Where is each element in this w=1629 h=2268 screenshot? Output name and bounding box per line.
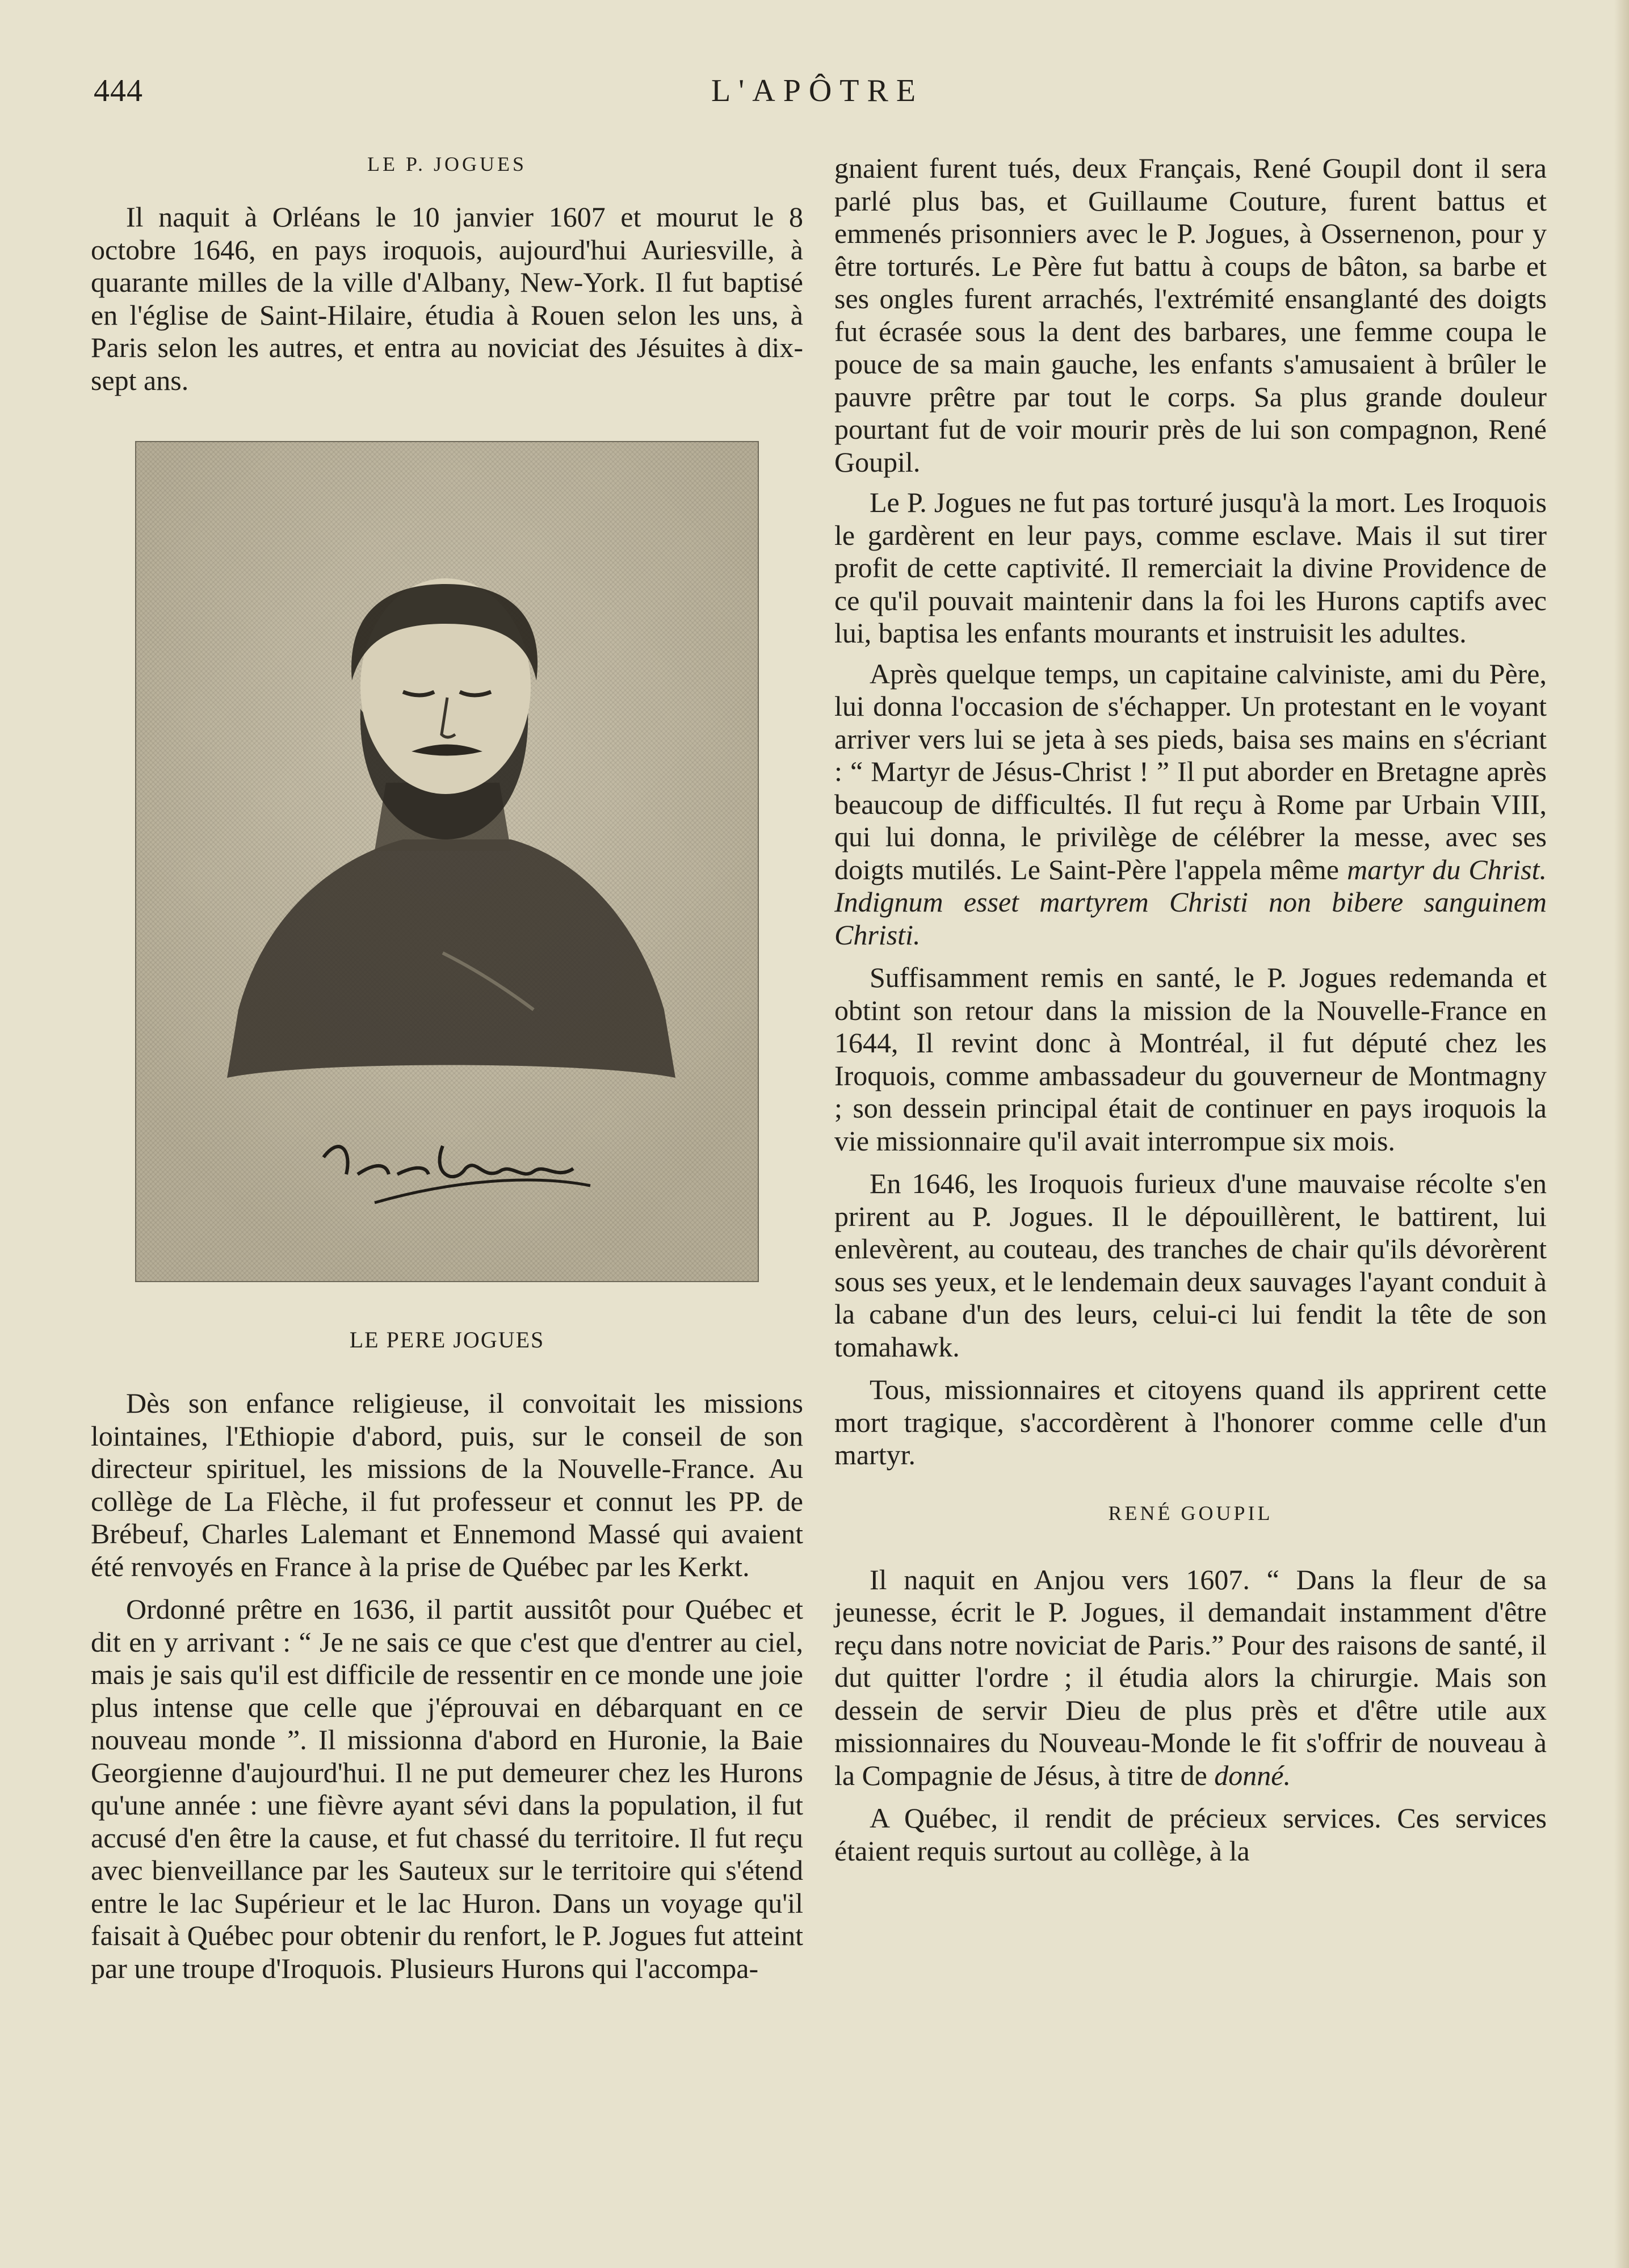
page-number: 444 <box>94 73 143 108</box>
left-column <box>91 152 803 1993</box>
portrait-engraving <box>135 441 759 1282</box>
running-title: L'APÔTRE <box>711 73 924 108</box>
paragraph: Il naquit à Orléans le 10 janvier 1607 et mourut le 8 octobre 1646, en pays iroquois, aujourd'hui Auriesville, à quarante milles de la ville d'Albany, New-York. Il fut baptisé en l'église de Saint-Hilaire, étudia à Rouen selon les uns, à Paris selon les autres, et entra au noviciat des Jésuites à dix-sept ans. <box>91 201 803 396</box>
paragraph <box>834 1564 1547 1792</box>
italic-term: donné. <box>1214 1759 1291 1791</box>
paragraph: Dès son enfance religieuse, il convoitait les missions lointaines, l'Ethiopie d'abord, puis, sur le conseil de son directeur spirituel, les missions de la Nouvelle-France. Au collège de La Flèche, il fut professeur et connut les PP. de Brébeuf, Charles Lalemant et Ennemond Massé qui avaient été renvoyés en France à la prise de Québec par les Kerkt. <box>91 1387 803 1582</box>
paragraph: Le P. Jogues ne fut pas torturé jusqu'à la mort. Les Iroquois le gardèrent en leur pays, comme esclave. Mais il sut tirer profit de cette captivité. Il remerciait la divine Providence de ce qu'il pouvait maintenir dans la foi les Hurons captifs avec lui, baptisa les enfants mourants et instruisit les adultes. <box>834 486 1547 649</box>
latin-quote: martyr du Christ. Indignum esset martyrem Christi non bibere sanguinem Christi. <box>834 853 1547 951</box>
paragraph: gnaient furent tués, deux Français, René Goupil dont il sera parlé plus bas, et Guillaume Couture, furent battus et emmenés prisonniers avec le P. Jogues, à Ossernenon, pour y être torturés. Le Père fut battu à coups de bâton, sa barbe et ses ongles furent arrachés, l'extrémité ensanglanté des doigts fut écrasée sous la dent des barbares, une femme coupa le pouce de sa main gauche, les enfants s'amusaient à brûler le pauvre prêtre par tout le corps. Sa plus grande douleur pourtant fut de voir mourir près de lui son compagnon, René Goupil. <box>834 152 1547 478</box>
portrait-caption: LE PERE JOGUES <box>349 1327 545 1353</box>
section-heading-jogues: LE P. JOGUES <box>367 153 527 175</box>
paragraph-text: Il naquit en Anjou vers 1607. “ Dans la fleur de sa jeunesse, écrit le P. Jogues, il demandait instamment d'être reçu dans notre noviciat de Paris.” Pour des raisons de santé, il dut quitter l'ordre ; il étudia alors la chirurgie. Mais son dessein de servir Dieu de plus près et d'être utile aux missionnaires du Nouveau-Monde le fit s'offrir de nouveau à la Compagnie de Jésus, à titre de <box>834 1563 1547 1791</box>
paragraph <box>834 658 1547 952</box>
section-heading-goupil: RENÉ GOUPIL <box>1108 1501 1273 1524</box>
paragraph: A Québec, il rendit de précieux services. Ces services étaient requis surtout au collège, à la <box>834 1802 1547 1867</box>
right-column <box>834 152 1547 1875</box>
portrait-drawing <box>136 442 758 1281</box>
page-edge <box>1614 0 1629 2268</box>
paragraph: Tous, missionnaires et citoyens quand ils apprirent cette mort tragique, s'accordèrent à l'honorer comme celle d'un martyr. <box>834 1374 1547 1471</box>
paragraph: Ordonné prêtre en 1636, il partit aussitôt pour Québec et dit en y arrivant : “ Je ne sais ce que c'est que d'entrer au ciel, mais je sais qu'il est difficile de ressentir en ce monde une joie plus intense que celle que j'éprouvai en débarquant en ce nouveau monde ”. Il missionna d'abord en Huronie, la Baie Georgienne d'aujourd'hui. Il ne put demeurer chez les Hurons qu'une année : une fièvre ayant sévi dans la population, il fut accusé d'en être la cause, et fut chassé du territoire. Il fut reçu avec bienveillance par les Sauteux sur le territoire qui s'étend entre le lac Supérieur et le lac Huron. Dans un voyage qu'il faisait à Québec pour obtenir du renfort, le P. Jogues fut atteint par une troupe d'Iroquois. Plusieurs Hurons qui l'accompa- <box>91 1593 803 1984</box>
paragraph-text: Après quelque temps, un capitaine calviniste, ami du Père, lui donna l'occasion de s'échapper. Un protestant en le voyant arriver vers lui se jeta à ses pieds, baisa ses mains en s'écriant : “ Martyr de Jésus-Christ ! ” Il put aborder en Bretagne après beaucoup de difficultés. Il fut reçu à Rome par Urbain VIII, qui lui donna, le privilège de célébrer la messe, avec ses doigts mutilés. Le Saint-Père l'appela même <box>834 657 1547 885</box>
paragraph: En 1646, les Iroquois furieux d'une mauvaise récolte s'en prirent au P. Jogues. Il le dépouillèrent, le battirent, lui enlevèrent, au couteau, des tranches de chair qu'ils dévorèrent sous ses yeux, et le lendemain deux sauvages l'ayant conduit à la cabane d'un des leurs, celui-ci lui fendit la tête de son tomahawk. <box>834 1167 1547 1363</box>
paragraph: Suffisamment remis en santé, le P. Jogues redemanda et obtint son retour dans la mission de la Nouvelle-France en 1644, Il revint donc à Montréal, il fut député chez les Iroquois, comme ambassadeur du gouverneur de Montmagny ; son dessein principal était de continuer en pays iroquois la vie missionnaire qu'il avait interrompue six mois. <box>834 961 1547 1157</box>
